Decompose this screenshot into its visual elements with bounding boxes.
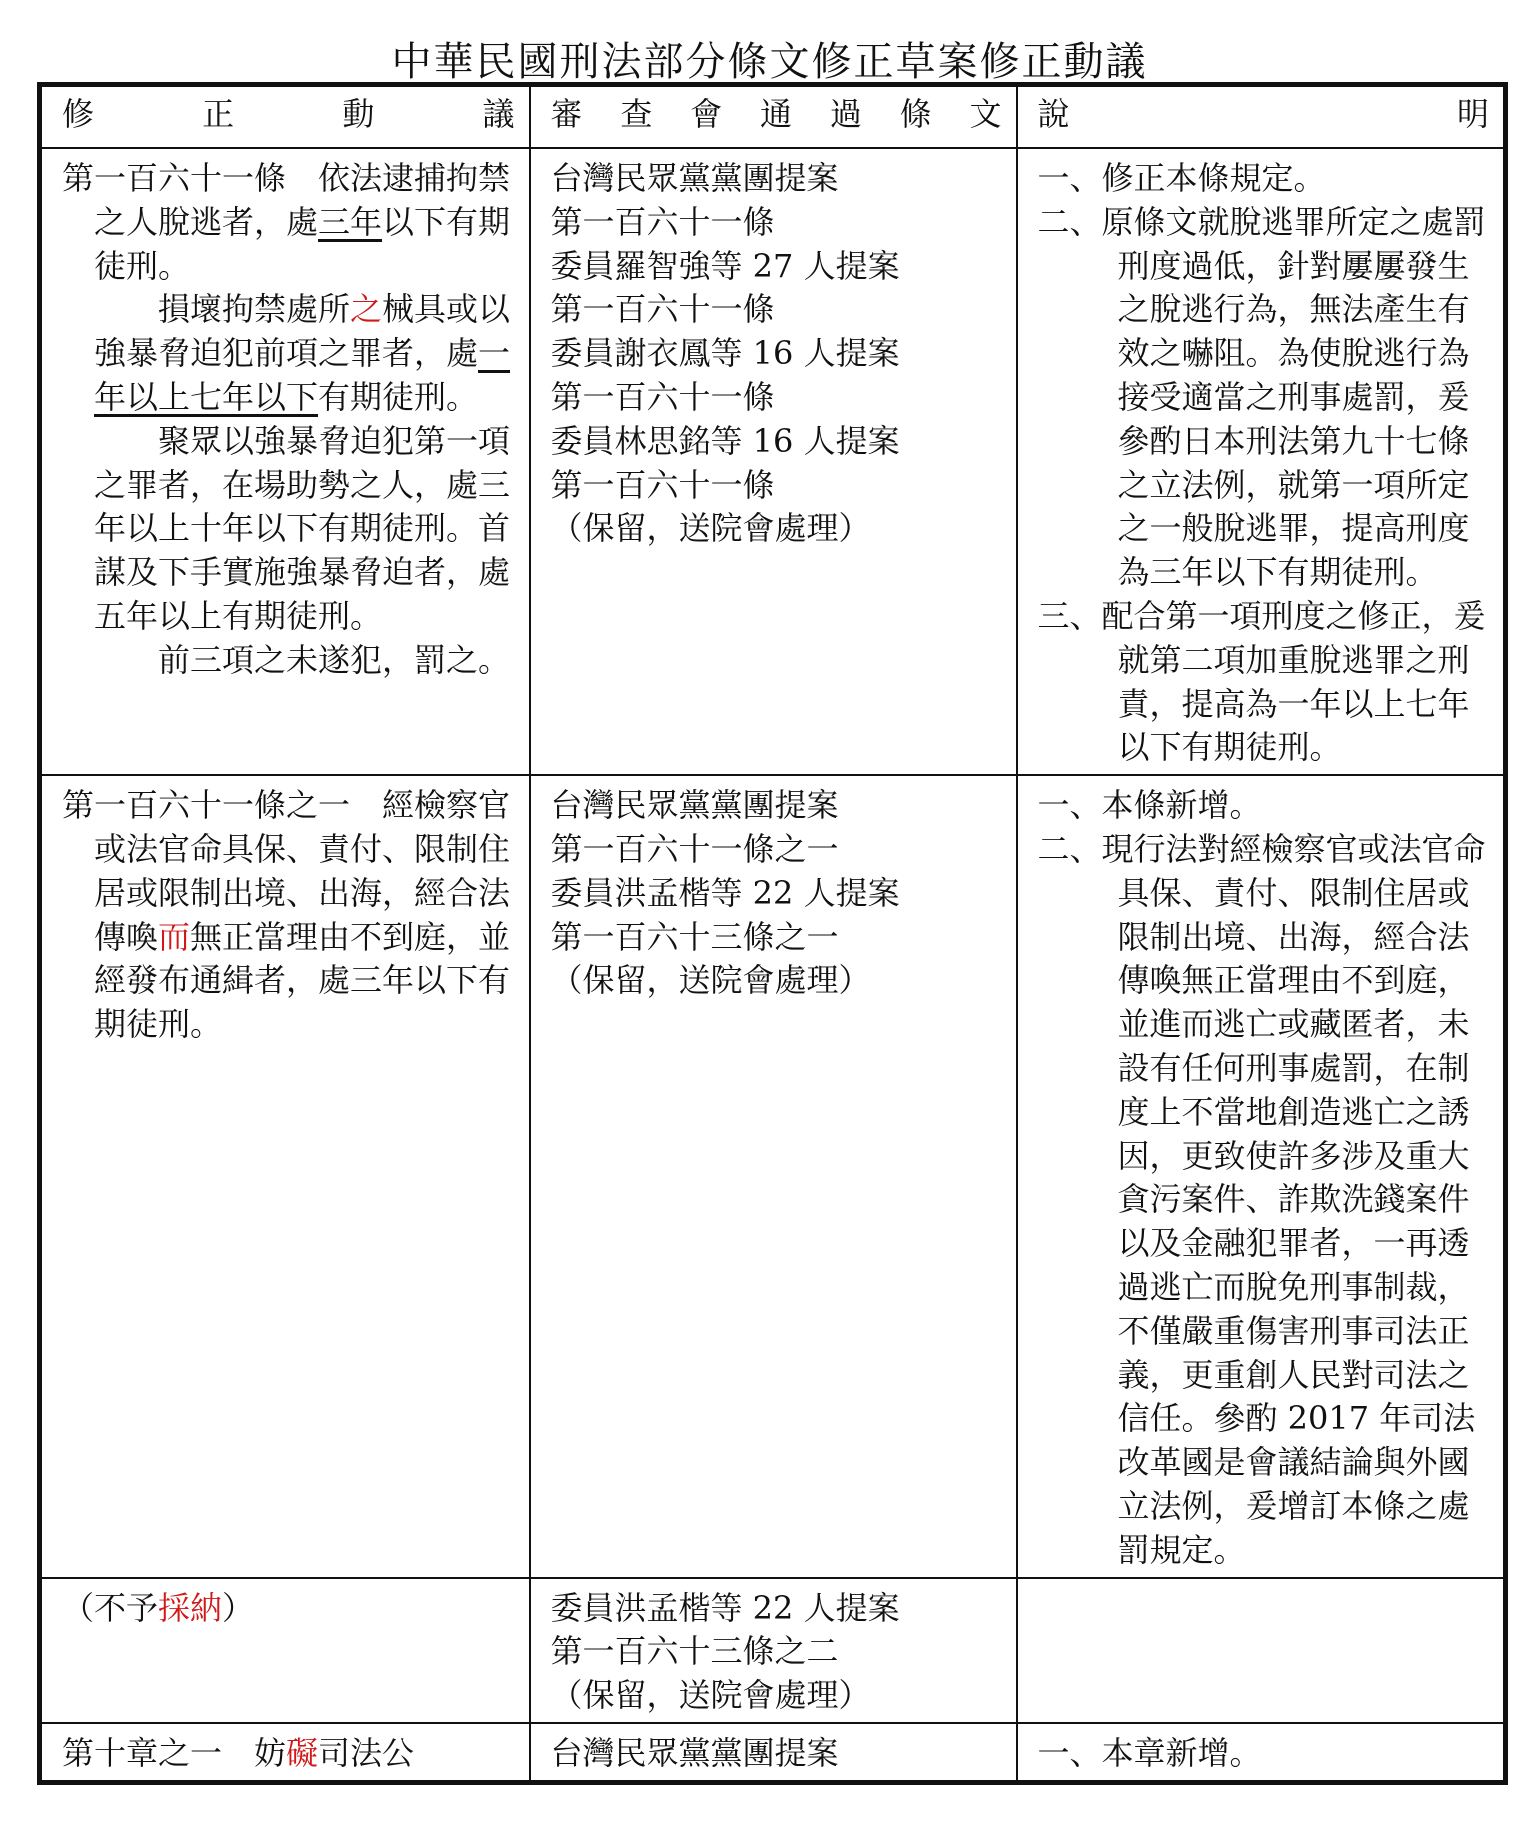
motion-cell: 第一百六十一條之一 經檢察官或法官命具保、責付、限制住居或限制出境、出海，經合法傳喚而無正當理由不到庭，並經發布通緝者，處三年以下有期徒刑。 [40, 775, 530, 1577]
motion-cell: （不予採納） [40, 1578, 530, 1723]
table-header-row [40, 85, 1506, 149]
passed-text-cell: 台灣民眾黨黨團提案 [530, 1723, 1017, 1782]
document-title: 中華民國刑法部分條文修正草案修正動議 [391, 39, 1148, 85]
explanation-cell: 一、本條新增。 二、現行法對經檢察官或法官命具保、責付、限制住居或限制出境、出海，經合法傳喚無正當理由不到庭，並進而逃亡或藏匿者，未設有任何刑事處罰，在制度上不當地創造逃亡之誘因，更致使許多涉及重大貪污案件、詐欺洗錢案件以及金融犯罪者，一再透過逃亡而脫免刑事制裁，不僅嚴重傷害刑事司法正義，更重創人民對司法之信任。參酌 2017 年司法改革國是會議結論與外國立法例，爰增訂本條之處罰規定。 [1017, 775, 1506, 1577]
table-row [40, 775, 1506, 1577]
motion-cell: 第十章之一 妨礙司法公 [40, 1723, 530, 1782]
explanation-cell: 一、修正本條規定。 二、原條文就脫逃罪所定之處罰刑度過低，針對屢屢發生之脫逃行為，無法產生有效之嚇阻。為使脫逃行為接受適當之刑事處罰，爰參酌日本刑法第九十七條之立法例，就第一項所定之一般脫逃罪，提高刑度為三年以下有期徒刑。 三、配合第一項刑度之修正，爰就第二項加重脫逃罪之刑責，提高為一年以上七年以下有期徒刑。 [1017, 148, 1506, 775]
passed-text-cell: 台灣民眾黨黨團提案 第一百六十一條之一 委員洪孟楷等 22 人提案 第一百六十三條之一 （保留，送院會處理） [530, 775, 1017, 1577]
header-passed-text: 審 查 會 通 過 條 文 [530, 85, 1017, 149]
motion-cell: 第一百六十一條 依法逮捕拘禁之人脫逃者，處三年以下有期徒刑。 損壞拘禁處所之械具或以強暴脅迫犯前項之罪者，處一年以上七年以下有期徒刑。 聚眾以強暴脅迫犯第一項之罪者，在場助勢之人，處三年以上十年以下有期徒刑。首謀及下手實施強暴脅迫者，處五年以上有期徒刑。 前三項之未遂犯，罰之。 [40, 148, 530, 775]
header-motion: 修 正 動 議 [40, 85, 530, 149]
table-row [40, 1578, 1506, 1723]
header-explanation: 說 明 [1017, 85, 1506, 149]
comparison-table [37, 82, 1508, 1785]
table-row [40, 1723, 1506, 1782]
passed-text-cell: 台灣民眾黨黨團提案 第一百六十一條 委員羅智強等 27 人提案 第一百六十一條 委員謝衣鳳等 16 人提案 第一百六十一條 委員林思銘等 16 人提案 第一百六十一條 （保留，送院會處理） [530, 148, 1017, 775]
passed-text-cell: 委員洪孟楷等 22 人提案 第一百六十三條之二 （保留，送院會處理） [530, 1578, 1017, 1723]
table-row [40, 148, 1506, 775]
explanation-cell [1017, 1578, 1506, 1723]
explanation-cell: 一、本章新增。 [1017, 1723, 1506, 1782]
